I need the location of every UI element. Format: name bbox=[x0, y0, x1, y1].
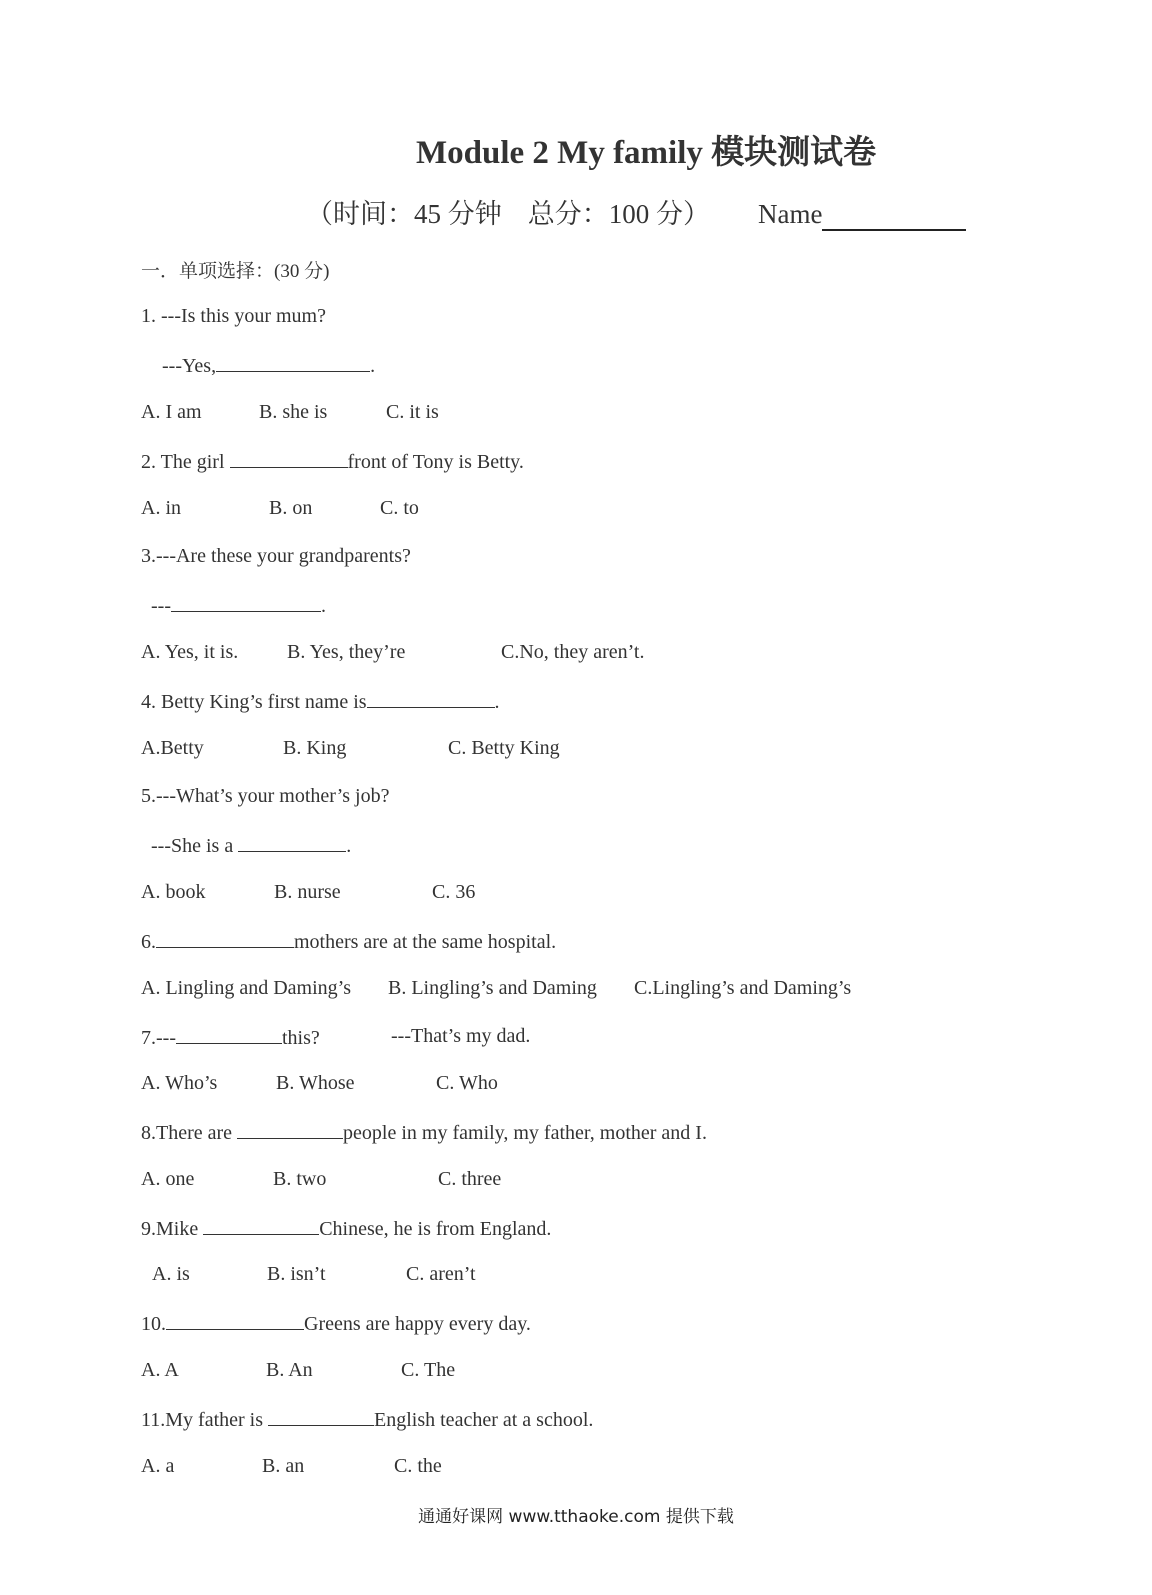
question-2-option-b[interactable]: B. on bbox=[269, 497, 313, 519]
question-5-option-b[interactable]: B. nurse bbox=[274, 881, 341, 903]
answer-blank[interactable] bbox=[216, 353, 370, 372]
question-1-answer-prefix: ---Yes, bbox=[162, 355, 217, 377]
question-4-stem-prefix: 4. Betty King’s first name is bbox=[141, 691, 367, 713]
question-3-answer-suffix: . bbox=[320, 595, 326, 617]
question-4-stem bbox=[141, 689, 500, 714]
answer-blank[interactable] bbox=[230, 449, 348, 468]
question-5-answer-line bbox=[151, 833, 351, 858]
footer-source: 通通好课网 www.tthaoke.com 提供下载 bbox=[418, 1507, 734, 1527]
question-10-option-a[interactable]: A. A bbox=[141, 1359, 179, 1381]
question-3-option-c[interactable]: C.No, they aren’t. bbox=[501, 641, 645, 663]
question-2-option-a[interactable]: A. in bbox=[141, 497, 181, 519]
question-6-option-b[interactable]: B. Lingling’s and Daming bbox=[388, 977, 597, 999]
question-11-stem-prefix: 11.My father is bbox=[141, 1409, 264, 1431]
page-title: Module 2 My family 模块测试卷 bbox=[416, 135, 877, 171]
question-1-answer-line bbox=[162, 353, 375, 378]
question-9-option-c[interactable]: C. aren’t bbox=[406, 1263, 476, 1285]
question-11-stem-suffix: English teacher at a school. bbox=[374, 1409, 594, 1431]
question-5-option-a[interactable]: A. book bbox=[141, 881, 206, 903]
question-2-stem-prefix: 2. The girl bbox=[141, 451, 225, 473]
question-9-stem-suffix: Chinese, he is from England. bbox=[319, 1218, 552, 1240]
answer-blank[interactable] bbox=[203, 1216, 319, 1235]
question-8-stem bbox=[141, 1120, 707, 1145]
question-3-option-b[interactable]: B. Yes, they’re bbox=[287, 641, 406, 663]
question-1-stem: 1. ---Is this your mum? bbox=[141, 305, 326, 327]
answer-blank[interactable] bbox=[237, 1120, 343, 1139]
answer-blank[interactable] bbox=[166, 1311, 304, 1330]
question-3-answer-line bbox=[151, 593, 326, 618]
question-6-option-a[interactable]: A. Lingling and Daming’s bbox=[141, 977, 351, 999]
question-1-answer-suffix: . bbox=[370, 355, 376, 377]
question-6-option-c[interactable]: C.Lingling’s and Daming’s bbox=[634, 977, 852, 999]
question-1-option-c[interactable]: C. it is bbox=[386, 401, 439, 423]
question-3-option-a[interactable]: A. Yes, it is. bbox=[141, 641, 239, 663]
exam-info bbox=[306, 192, 966, 231]
answer-blank[interactable] bbox=[176, 1025, 282, 1044]
question-6-stem bbox=[141, 929, 556, 954]
question-4-stem-suffix: . bbox=[494, 691, 500, 713]
question-5-stem: 5.---What’s your mother’s job? bbox=[141, 785, 390, 807]
question-10-stem-suffix: Greens are happy every day. bbox=[304, 1313, 531, 1335]
question-7-stem bbox=[141, 1025, 320, 1050]
section-heading: 一．单项选择：(30 分) bbox=[141, 261, 330, 282]
question-8-stem-prefix: 8.There are bbox=[141, 1122, 233, 1144]
name-field-blank[interactable] bbox=[822, 201, 966, 231]
question-9-option-b[interactable]: B. isn’t bbox=[267, 1263, 326, 1285]
question-9-stem-prefix: 9.Mike bbox=[141, 1218, 199, 1240]
question-7-option-b[interactable]: B. Whose bbox=[276, 1072, 355, 1094]
question-11-option-b[interactable]: B. an bbox=[262, 1455, 305, 1477]
question-10-option-c[interactable]: C. The bbox=[401, 1359, 456, 1381]
question-3-stem: 3.---Are these your grandparents? bbox=[141, 545, 411, 567]
question-8-option-c[interactable]: C. three bbox=[438, 1168, 502, 1190]
question-7-option-a[interactable]: A. Who’s bbox=[141, 1072, 218, 1094]
question-1-option-a[interactable]: A. I am bbox=[141, 401, 202, 423]
question-8-stem-suffix: people in my family, my father, mother and I. bbox=[343, 1122, 707, 1144]
answer-blank[interactable] bbox=[268, 1407, 374, 1426]
question-8-option-b[interactable]: B. two bbox=[273, 1168, 327, 1190]
question-7-stem-prefix: 7.--- bbox=[141, 1027, 176, 1049]
name-label: Name bbox=[758, 199, 823, 229]
question-2-stem-suffix: front of Tony is Betty. bbox=[347, 451, 524, 473]
question-11-option-c[interactable]: C. the bbox=[394, 1455, 442, 1477]
question-7-stem-suffix: this? bbox=[281, 1027, 320, 1049]
question-7-option-c[interactable]: C. Who bbox=[436, 1072, 498, 1094]
question-5-option-c[interactable]: C. 36 bbox=[432, 881, 476, 903]
question-11-stem bbox=[141, 1407, 593, 1432]
question-2-stem bbox=[141, 449, 524, 474]
time-info: （时间：45 分钟 bbox=[306, 199, 502, 229]
question-8-option-a[interactable]: A. one bbox=[141, 1168, 195, 1190]
question-10-stem bbox=[141, 1311, 531, 1336]
question-11-option-a[interactable]: A. a bbox=[141, 1455, 175, 1477]
answer-blank[interactable] bbox=[367, 689, 495, 708]
score-info: 总分：100 分） bbox=[527, 199, 710, 229]
question-4-option-c[interactable]: C. Betty King bbox=[448, 737, 560, 759]
question-4-option-a[interactable]: A.Betty bbox=[141, 737, 204, 759]
question-10-stem-prefix: 10. bbox=[141, 1313, 166, 1335]
question-7-reply: ---That’s my dad. bbox=[391, 1025, 531, 1047]
question-3-answer-prefix: --- bbox=[151, 595, 171, 617]
question-10-option-b[interactable]: B. An bbox=[266, 1359, 313, 1381]
question-1-option-b[interactable]: B. she is bbox=[259, 401, 328, 423]
question-5-answer-suffix: . bbox=[346, 835, 352, 857]
question-5-answer-prefix: ---She is a bbox=[151, 835, 234, 857]
answer-blank[interactable] bbox=[171, 593, 321, 612]
question-6-stem-suffix: mothers are at the same hospital. bbox=[294, 931, 557, 953]
answer-blank[interactable] bbox=[238, 833, 346, 852]
question-9-stem bbox=[141, 1216, 551, 1241]
question-4-option-b[interactable]: B. King bbox=[283, 737, 347, 759]
question-6-stem-prefix: 6. bbox=[141, 931, 156, 953]
question-9-option-a[interactable]: A. is bbox=[152, 1263, 190, 1285]
answer-blank[interactable] bbox=[156, 929, 294, 948]
question-2-option-c[interactable]: C. to bbox=[380, 497, 419, 519]
